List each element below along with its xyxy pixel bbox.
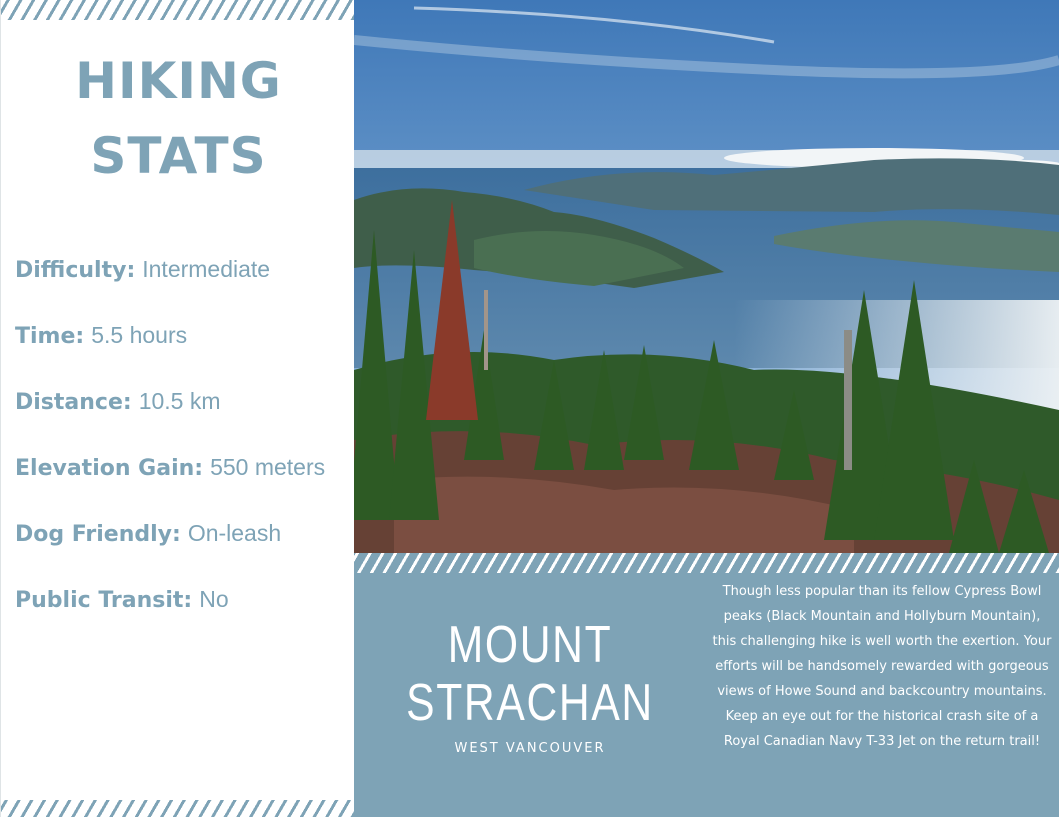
stats-title-line-2: STATS — [90, 127, 267, 185]
stat-distance — [15, 388, 221, 415]
stat-label: Dog Friendly: — [15, 522, 181, 547]
hike-name-line-2: STRACHAN — [406, 674, 654, 732]
stat-value: 550 meters — [210, 454, 326, 480]
stat-time — [15, 322, 187, 349]
hike-description: Though less popular than its fellow Cypress Bowl peaks (Black Mountain and Hollyburn Mountain), this challenging hike is well worth the exertion. Your efforts will be handsomely rewarded with gorgeous views of Howe Sound and backcountry mountains. Keep an eye out for the historical crash site of a Royal Canadian Navy T-33 Jet on the return trail! — [712, 584, 1052, 749]
stat-label: Time: — [15, 324, 85, 349]
hiking-stats-panel — [0, 0, 355, 817]
hike-name-line-1: MOUNT — [447, 616, 613, 674]
stats-title-line-1: HIKING — [75, 52, 282, 110]
stat-value: 10.5 km — [138, 388, 221, 414]
stat-label: Difficulty: — [15, 258, 136, 283]
stat-value: 5.5 hours — [91, 322, 188, 348]
stat-value: Intermediate — [142, 256, 271, 282]
stat-dog-friendly — [15, 520, 281, 547]
stat-value: No — [199, 586, 229, 612]
stat-difficulty — [15, 256, 270, 283]
decorative-stripe-top — [1, 0, 354, 20]
decorative-stripe-bottom — [1, 800, 354, 817]
stat-public-transit — [15, 586, 229, 613]
decorative-stripe-info — [354, 553, 1059, 573]
hike-info-panel — [354, 553, 1059, 817]
stat-elevation-gain — [15, 454, 325, 481]
hike-location: WEST VANCOUVER — [454, 741, 606, 756]
stat-label: Elevation Gain: — [15, 456, 204, 481]
stat-value: On-leash — [187, 520, 282, 546]
stat-label: Public Transit: — [15, 588, 193, 613]
stat-label: Distance: — [15, 390, 132, 415]
landscape-photo — [354, 0, 1059, 553]
